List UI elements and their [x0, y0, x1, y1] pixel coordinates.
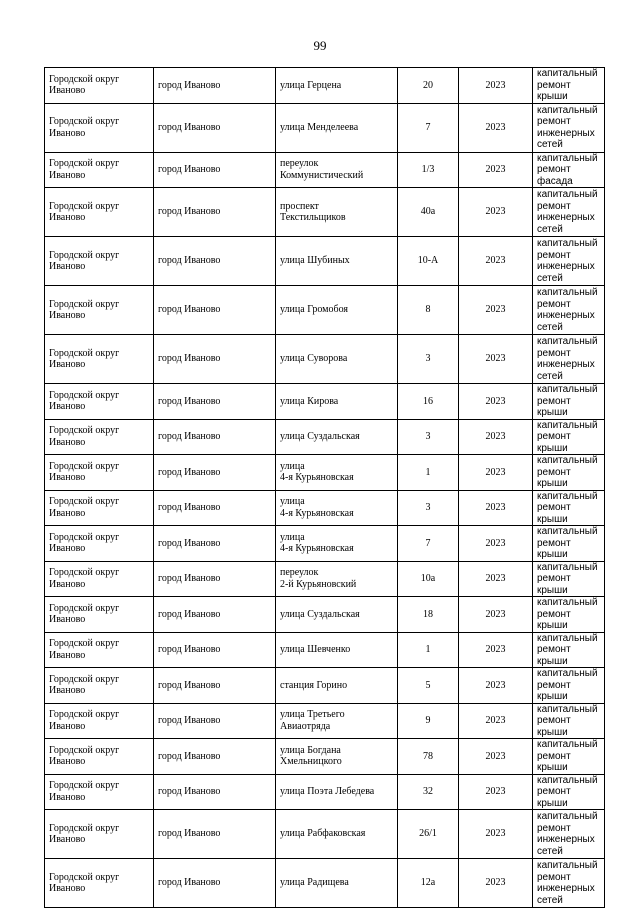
work-type-cell [533, 384, 605, 420]
year-cell: 2023 [459, 774, 533, 810]
district-cell-line: Иваново [49, 261, 86, 272]
work-type-cell-line: капитальный [537, 811, 598, 822]
work-type-cell-line: ремонт [537, 347, 571, 359]
work-type-cell [533, 103, 605, 152]
year-cell: 2023 [459, 668, 533, 704]
street-cell-line: улица [280, 496, 305, 508]
work-type-cell-line: капитальный [537, 774, 598, 786]
city-cell: город Иваново [154, 237, 276, 286]
work-type-cell [533, 455, 605, 491]
district-cell-line: Городской округ [49, 496, 120, 508]
year-cell: 2023 [459, 632, 533, 668]
city-cell: город Иваново [154, 703, 276, 739]
district-cell-line: Городской округ [49, 200, 120, 212]
street-cell-line: проспект [280, 200, 319, 212]
year-cell: 2023 [459, 490, 533, 526]
district-cell-line: Городской округ [49, 460, 120, 472]
street-cell-line: улица [280, 531, 305, 543]
street-cell-line: 4-я Курьяновская [280, 472, 354, 484]
work-type-cell-line: капитальный [537, 287, 598, 298]
work-type-cell [533, 419, 605, 455]
district-cell [45, 286, 154, 335]
district-cell-line: Городской округ [49, 709, 120, 721]
street-cell-line: Коммунистический [280, 169, 364, 181]
district-cell-line: Городской округ [49, 780, 120, 792]
street-cell-line: 4-я Курьяновская [280, 507, 354, 519]
year-cell: 2023 [459, 286, 533, 335]
table-row [45, 774, 605, 810]
district-cell [45, 859, 154, 908]
work-type-cell-line: капитальный [537, 526, 598, 537]
city-cell: город Иваново [154, 810, 276, 859]
street-cell-line: улица Кирова [280, 395, 339, 407]
work-type-cell-line: сетей [537, 894, 563, 906]
table-row [45, 703, 605, 739]
table-row [45, 335, 605, 384]
district-cell [45, 526, 154, 562]
work-type-cell-line: капитальный [537, 152, 598, 164]
house-number-cell: 18 [398, 597, 459, 633]
district-cell [45, 152, 154, 188]
work-type-cell-line: капитальный [537, 336, 598, 347]
work-type-cell-line: капитальный [537, 189, 598, 200]
work-type-cell-line: сетей [537, 272, 563, 284]
work-type-cell-line: ремонт крыши [537, 537, 571, 560]
year-cell: 2023 [459, 859, 533, 908]
district-cell-line: Иваново [49, 127, 86, 139]
street-cell [276, 384, 398, 420]
district-cell-line: Городской округ [49, 822, 120, 834]
work-type-cell-line: ремонт крыши [537, 431, 571, 454]
district-cell-line: Городской округ [49, 389, 120, 401]
work-type-cell-line: капитальный [537, 490, 598, 502]
district-cell-line: Иваново [49, 756, 86, 768]
district-cell-line: Городской округ [49, 298, 120, 310]
work-type-cell [533, 632, 605, 668]
district-cell [45, 68, 154, 104]
district-cell [45, 597, 154, 633]
work-type-cell-line: ремонт [537, 116, 571, 127]
street-cell-line: переулок [280, 567, 319, 579]
district-cell-line: Иваново [49, 359, 86, 370]
district-cell [45, 703, 154, 739]
table-row [45, 561, 605, 597]
city-cell: город Иваново [154, 335, 276, 384]
house-number-cell: 78 [398, 739, 459, 775]
year-cell: 2023 [459, 739, 533, 775]
work-type-cell [533, 561, 605, 597]
street-cell [276, 526, 398, 562]
work-type-cell-line: ремонт крыши [537, 750, 571, 773]
table-row [45, 419, 605, 455]
street-cell-line: улица Рабфаковская [280, 828, 366, 840]
work-type-cell [533, 188, 605, 237]
house-number-cell: 5 [398, 668, 459, 704]
district-cell-line: Иваново [49, 614, 86, 626]
street-cell-line: станция Горино [280, 679, 348, 691]
work-type-cell-line: ремонт крыши [537, 395, 571, 418]
work-type-cell-line: ремонт [537, 822, 571, 834]
work-type-cell [533, 597, 605, 633]
district-cell-line: Иваново [49, 543, 86, 555]
street-cell [276, 237, 398, 286]
table-row [45, 739, 605, 775]
table-row [45, 810, 605, 859]
district-cell [45, 561, 154, 597]
work-type-cell [533, 668, 605, 704]
work-type-cell-line: капитальный [537, 419, 598, 431]
city-cell: город Иваново [154, 152, 276, 188]
street-cell [276, 103, 398, 152]
district-cell [45, 455, 154, 491]
district-cell-line: Городской округ [49, 567, 120, 579]
district-cell-line: Городской округ [49, 602, 120, 614]
district-cell [45, 384, 154, 420]
repair-schedule-table [44, 67, 605, 908]
city-cell: город Иваново [154, 68, 276, 104]
work-type-cell-line: инженерных [537, 261, 595, 272]
work-type-cell [533, 739, 605, 775]
city-cell: город Иваново [154, 384, 276, 420]
street-cell [276, 561, 398, 597]
city-cell: город Иваново [154, 286, 276, 335]
house-number-cell: 1/3 [398, 152, 459, 188]
work-type-cell-line: инженерных [537, 883, 595, 894]
street-cell-line: Текстильщиков [280, 212, 346, 223]
table-row [45, 597, 605, 633]
house-number-cell: 8 [398, 286, 459, 335]
house-number-cell: 10-А [398, 237, 459, 286]
district-cell [45, 103, 154, 152]
work-type-cell-line: ремонт [537, 298, 571, 310]
work-type-cell-line: ремонт крыши [537, 644, 571, 667]
district-cell [45, 188, 154, 237]
work-type-cell-line: капитальный [537, 68, 598, 79]
city-cell: город Иваново [154, 419, 276, 455]
street-cell [276, 188, 398, 237]
district-cell [45, 739, 154, 775]
street-cell-line: переулок [280, 158, 319, 170]
work-type-cell-line: инженерных [537, 834, 595, 845]
street-cell-line: Хмельницкого [280, 756, 342, 768]
work-type-cell-line: ремонт [537, 200, 571, 212]
work-type-cell-line: сетей [537, 845, 563, 857]
street-cell-line: улица Шубиных [280, 255, 350, 267]
house-number-cell: 1 [398, 455, 459, 491]
district-cell-line: Иваново [49, 310, 86, 321]
street-cell [276, 286, 398, 335]
district-cell-line: Иваново [49, 212, 86, 223]
district-cell-line: Городской округ [49, 116, 120, 127]
table-row [45, 188, 605, 237]
year-cell: 2023 [459, 810, 533, 859]
street-cell-line: улица Герцена [280, 79, 342, 91]
district-cell [45, 774, 154, 810]
work-type-cell-line: ремонт [537, 871, 571, 883]
district-cell-line: Городской округ [49, 744, 120, 756]
district-cell [45, 810, 154, 859]
year-cell: 2023 [459, 703, 533, 739]
street-cell-line: улица Третьего [280, 709, 345, 721]
work-type-cell [533, 810, 605, 859]
street-cell [276, 632, 398, 668]
work-type-cell-line: капитальный [537, 104, 598, 116]
work-type-cell-line: капитальный [537, 668, 598, 679]
district-cell-line: Иваново [49, 436, 86, 448]
street-cell-line: улица Суворова [280, 353, 348, 365]
year-cell: 2023 [459, 152, 533, 188]
district-cell-line: Иваново [49, 85, 86, 97]
house-number-cell: 40а [398, 188, 459, 237]
table-row [45, 490, 605, 526]
table-body [45, 68, 605, 908]
district-cell-line: Городской округ [49, 531, 120, 543]
street-cell-line: улица Менделеева [280, 121, 359, 133]
district-cell [45, 237, 154, 286]
work-type-cell-line: ремонт крыши [537, 573, 571, 596]
work-type-cell-line: капитальный [537, 455, 598, 466]
year-cell: 2023 [459, 384, 533, 420]
street-cell [276, 859, 398, 908]
work-type-cell-line: капитальный [537, 632, 598, 644]
work-type-cell-line: капитальный [537, 860, 598, 871]
street-cell [276, 668, 398, 704]
work-type-cell [533, 774, 605, 810]
city-cell: город Иваново [154, 597, 276, 633]
district-cell [45, 335, 154, 384]
page-number: 99 [313, 38, 327, 53]
district-cell-line: Иваново [49, 791, 86, 803]
table-row [45, 632, 605, 668]
district-cell [45, 632, 154, 668]
work-type-cell-line: ремонт крыши [537, 79, 571, 102]
work-type-cell [533, 490, 605, 526]
house-number-cell: 7 [398, 526, 459, 562]
house-number-cell: 10а [398, 561, 459, 597]
house-number-cell: 3 [398, 419, 459, 455]
work-type-cell-line: сетей [537, 223, 563, 235]
district-cell-line: Иваново [49, 649, 86, 661]
house-number-cell: 32 [398, 774, 459, 810]
street-cell [276, 597, 398, 633]
year-cell: 2023 [459, 526, 533, 562]
table-row [45, 526, 605, 562]
work-type-cell-line: сетей [537, 139, 563, 150]
street-cell [276, 490, 398, 526]
district-cell-line: Иваново [49, 834, 86, 845]
street-cell-line: улица Суздальская [280, 431, 360, 442]
street-cell [276, 739, 398, 775]
district-cell-line: Иваново [49, 685, 86, 697]
street-cell [276, 152, 398, 188]
year-cell: 2023 [459, 188, 533, 237]
work-type-cell-line: капитальный [537, 561, 598, 573]
table-row [45, 103, 605, 152]
table-row [45, 68, 605, 104]
work-type-cell-line: инженерных [537, 359, 595, 370]
work-type-cell-line: капитальный [537, 384, 598, 395]
table-row [45, 668, 605, 704]
city-cell: город Иваново [154, 455, 276, 491]
city-cell: город Иваново [154, 490, 276, 526]
city-cell: город Иваново [154, 188, 276, 237]
table-row [45, 384, 605, 420]
table-row [45, 859, 605, 908]
work-type-cell-line: капитальный [537, 739, 598, 750]
table-row [45, 152, 605, 188]
work-type-cell-line: ремонт крыши [537, 608, 571, 631]
street-cell-line: улица Радищева [280, 877, 349, 889]
district-cell [45, 668, 154, 704]
district-cell [45, 490, 154, 526]
work-type-cell [533, 68, 605, 104]
table-row [45, 286, 605, 335]
year-cell: 2023 [459, 103, 533, 152]
year-cell: 2023 [459, 419, 533, 455]
district-cell-line: Иваново [49, 472, 86, 484]
district-cell-line: Иваново [49, 169, 86, 181]
work-type-cell-line: инженерных [537, 127, 595, 139]
house-number-cell: 16 [398, 384, 459, 420]
work-type-cell [533, 237, 605, 286]
house-number-cell: 1 [398, 632, 459, 668]
city-cell: город Иваново [154, 632, 276, 668]
district-cell-line: Городской округ [49, 425, 120, 437]
work-type-cell [533, 703, 605, 739]
district-cell-line: Городской округ [49, 158, 120, 170]
district-cell [45, 419, 154, 455]
work-type-cell-line: ремонт крыши [537, 786, 571, 809]
work-type-cell-line: ремонт крыши [537, 466, 571, 489]
house-number-cell: 7 [398, 103, 459, 152]
house-number-cell: 12а [398, 859, 459, 908]
street-cell [276, 68, 398, 104]
house-number-cell: 26/1 [398, 810, 459, 859]
work-type-cell-line: ремонт [537, 249, 571, 261]
street-cell-line: Авиаотряда [280, 720, 331, 732]
city-cell: город Иваново [154, 526, 276, 562]
city-cell: город Иваново [154, 103, 276, 152]
street-cell [276, 335, 398, 384]
street-cell [276, 419, 398, 455]
house-number-cell: 3 [398, 490, 459, 526]
year-cell: 2023 [459, 597, 533, 633]
table-row [45, 455, 605, 491]
district-cell-line: Иваново [49, 578, 86, 590]
street-cell-line: улица Громобоя [280, 304, 348, 316]
work-type-cell-line: инженерных [537, 310, 595, 321]
city-cell: город Иваново [154, 668, 276, 704]
house-number-cell: 9 [398, 703, 459, 739]
district-cell-line: Иваново [49, 401, 86, 413]
city-cell: город Иваново [154, 774, 276, 810]
district-cell-line: Иваново [49, 507, 86, 519]
work-type-cell-line: ремонт крыши [537, 715, 571, 738]
work-type-cell-line: ремонт крыши [537, 502, 571, 525]
work-type-cell [533, 526, 605, 562]
street-cell-line: улица [280, 460, 305, 472]
work-type-cell [533, 152, 605, 188]
district-cell-line: Иваново [49, 883, 86, 894]
district-cell-line: Городской округ [49, 673, 120, 685]
work-type-cell-line: сетей [537, 370, 563, 382]
work-type-cell [533, 286, 605, 335]
work-type-cell-line: ремонт крыши [537, 679, 571, 702]
street-cell [276, 774, 398, 810]
city-cell: город Иваново [154, 739, 276, 775]
house-number-cell: 20 [398, 68, 459, 104]
district-cell-line: Городской округ [49, 73, 120, 85]
work-type-cell-line: инженерных [537, 212, 595, 223]
work-type-cell-line: ремонт фасада [537, 164, 573, 187]
street-cell-line: 4-я Курьяновская [280, 543, 354, 555]
year-cell: 2023 [459, 335, 533, 384]
street-cell [276, 455, 398, 491]
year-cell: 2023 [459, 561, 533, 597]
work-type-cell-line: капитальный [537, 703, 598, 715]
street-cell-line: улица Суздальская [280, 608, 360, 620]
district-cell-line: Городской округ [49, 347, 120, 359]
street-cell-line: улица Шевченко [280, 644, 351, 655]
district-cell-line: Городской округ [49, 249, 120, 261]
street-cell [276, 703, 398, 739]
work-type-cell [533, 335, 605, 384]
street-cell-line: 2-й Курьяновский [280, 578, 357, 590]
street-cell-line: улица Богдана [280, 744, 341, 756]
work-type-cell-line: сетей [537, 321, 563, 333]
table-row [45, 237, 605, 286]
city-cell: город Иваново [154, 561, 276, 597]
work-type-cell [533, 859, 605, 908]
district-cell-line: Городской округ [49, 871, 120, 883]
district-cell-line: Городской округ [49, 638, 120, 650]
work-type-cell-line: капитальный [537, 597, 598, 608]
year-cell: 2023 [459, 68, 533, 104]
street-cell [276, 810, 398, 859]
district-cell-line: Иваново [49, 720, 86, 732]
house-number-cell: 3 [398, 335, 459, 384]
year-cell: 2023 [459, 237, 533, 286]
street-cell-line: улица Поэта Лебедева [280, 786, 375, 797]
city-cell: город Иваново [154, 859, 276, 908]
year-cell: 2023 [459, 455, 533, 491]
work-type-cell-line: капитальный [537, 238, 598, 249]
